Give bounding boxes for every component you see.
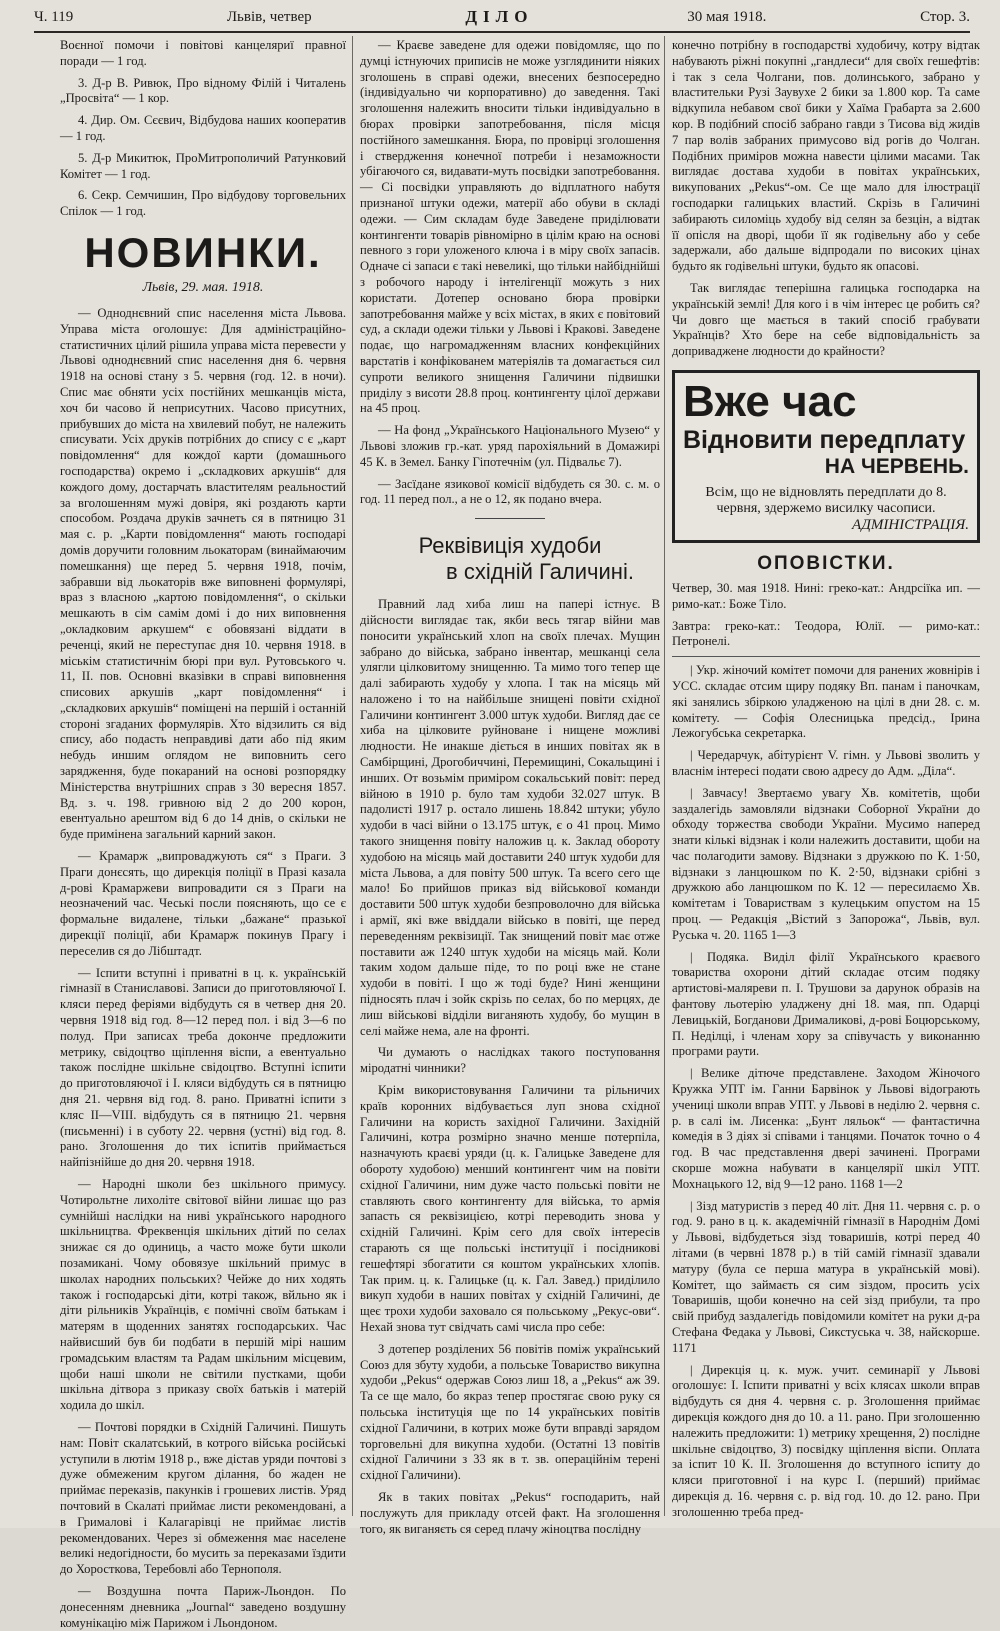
place-day: Львів, четвер bbox=[226, 8, 312, 25]
ad-line-4: Всім, що не відновлять передплати до 8. червня, здержемо висилку часописи. bbox=[705, 484, 947, 516]
news-item: — Почтові порядки в Східній Галичині. Пишуть нам: Повіт скалатський, в котрого війська російські уступили в лютім 1918 р., вже дістав уряди почтові з дуже обмеженим кругом ділання, бо жаден не приймає переказів, пакунків і грошевих листів. Уряд почтовий в Скалаті приймає листи рекомендовані, а в Грималові і Калагарівці не приймає листів рекомендованих. Через зі обмеження має населене великі недогідности, бо мусить за переказами їздити до Хоросткова, Теребовлі або Тернополя. bbox=[60, 1419, 346, 1577]
notice-item: | Дирекція ц. к. муж. учит. семинарії у Львові оголошує: І. Іспити приватні у всіх клясах школи вправ відбудуть ся дня 4. червня с. р. Зголошення приймає дирекція кождого дня до 10. а 11. рано. При зголошенню належить предложити: 1) метрику хрещення, 2) послідне шкільне свідоцтво, 3) посвідку щіплення віспи. Оплата за іспит 10 К. II. Зголошення до вступного іспиту до кляси приготовної і на курс І. (перший) приймає дирекція д. 16. червня с. р. від год. 10. до 12. рано. При зголошенню треба пред- bbox=[672, 1362, 980, 1519]
article-paragraph: Чи думають о наслідках такого поступовання міродатні чинники? bbox=[360, 1045, 660, 1076]
column-3 bbox=[672, 38, 980, 1518]
notice-item: | Чередарчук, абітурієнт V. гімн. у Львові зволить у власнім інтересі подати свою адресу до Адм. „Діла“. bbox=[672, 748, 980, 778]
news-item: — Краєве заведене для одежи повідомляє, що по думці істнуючих приписів не може узглядинити ніяких зголошень в справі одежи, внесених безпосередно (індивідуально чи корпоративно) до заведення. Такі зголошення належить вносити тільки індивідуально в бюрах провірки запотребовання, після місця постійного замешкання. Бюра, по провірці зголошення і ствердження конечної потреби і незаможности убігаючого ся, видавати-муть посвідки запотребовання. — Сі посвідки управляють до відплатного набутя признаної штуки одежи, матерії або обуви в складі одежи. — Сим складам буде Заведене приділювати контингенти товарів рівномірно в цілім краю на основі певного з гори уложеного ключа і в міру своїх запасів. Одначе сі запаси є такі невеликі, що тільки найбіднійші з робочого народу і інтелігенції можуть з них користати. Дотепер основано бюра провірки запотребовання майже у всіх містах, в яких є повітовий суд, а склади одежи тільки у Львові і Кракові. Заведене подає, що нагромадженням власних конфекційних варстатів і конфікованем матеріялів та домагається сил супроти великого знищення Галичини підвишки приділу з висоти 28.8 проц. контингенту цілої держави на 45 проц. bbox=[360, 38, 660, 416]
article-paragraph: Правний лад хиба лиш на папері істнує. В дійсности виглядає так, якби весь тягар війни мав поносити український хлоп на своїх плечах. Мущин забрано до війська, забрано інвентар, мешканці села улягли цілковитому знищенню. Та мимо того тепер ще далі забирають худобу у хлопа. І так на місяць мй наложено і то на найбільше знищені повіти східної Галичини контингент 3.000 штук худоби. Вигляд дає се хиба на цілковите руйноване і нищене можливі людности. Не инакше діється в инших повітах як в Самбірщині, Дрогобиччині, Перемищині, Сокальщині і инших. От возьмім приміром сокальський повіт: перед війною в 1910 р. було там худоби 32.027 штук. В падолисті 1917 р. остало лишень 18.842 штуки; убуло худоби в часі війни о 13.175 штук, є о 41 проц. Мимо такого знищення повіту наложив ц. к. Заклад обороту худобою на місяць май доставити 240 штук худоби для міста Львова, а для повіту 500 штук. Та всего сего ще мало! Бо прийшов приказ від військової команди доставити 500 штук худоби безпроволочно для війська і армії, які вже ввіддали військо в повіті, ще перед переведенням реквізиції. Так знищений повіт має отже поставити аж 1240 штук худоби на місяць май. Коли таким ходом дальше піде, то по році вже не стане худоби в повіті. І що ж тоді буде? Нині женщини підносять плач і зойк скрізь по селах, бо по мерцях, де лиш військові відділи виганяють худобу, бо мущин в селі майже нема, але на фронті. bbox=[360, 597, 660, 1038]
column-1 bbox=[60, 38, 346, 1630]
notice-item: Четвер, 30. мая 1918. Нині: греко-кат.: Андрсіїка ип. — римо-кат.: Боже Тіло. bbox=[672, 580, 980, 611]
headline-line-2: в східній Галичині. bbox=[446, 559, 634, 585]
issue-number: Ч. 119 bbox=[34, 8, 74, 25]
notice-item: | Укр. жіночий комітет помочи для ранених жовнірів і УСС. складає отсим щиру подяку Вп. панам і паночкам, які занялись збіркою уладженою на цілі в дни 28. с. м. комітету. — Софія Олесницька предсід., Ірина Лежогубська секретарка. bbox=[672, 663, 980, 741]
list-item: 3. Д-р В. Ривюк, Про відному Філій і Читалень „Просвіта“ — 1 кор. bbox=[60, 75, 346, 106]
divider bbox=[672, 656, 980, 657]
article-paragraph: конечно потрібну в господарстві худобичу, котру відтак набувають ріжні покупні „гандлеси“ для своїх гешефтів: і так з села Чолгани, пов. долинського, забрано у властительки Рузі Заувухе 2 бики за 1.800 кор. Та саме відкупила небавом свої бики у Хаїма Грабарта за 2.600 кор. В подібний спосіб забрано гавди з Тисова від жидів 7 пар волів забраних примусово від рогів до Чолган. Подібних приміров можна навести цілими масами. Так виглядає достава худоби в повітах українських, викупованих „Pekus“-ом. Се ще мало для ілюстрації господарки галицьких властий. Скрізь в Галичині забирають силоміць худобу від селян за безцін, а відтак її опісля на дворі, щоби її як годівельну або у себе задержали, або дальше відпродали по високих цінах будьто як годівельні штуки, будьто як опасові. bbox=[672, 38, 980, 274]
news-item: — Воздушна почта Париж-Льондон. По донесенням дневника „Journal“ заведено воздушну комунікацію між Парижом і Льондоном. bbox=[60, 1583, 346, 1630]
news-item: — Іспити вступні і приватні в ц. к. українській гімназії в Станиславові. Записи до приготовляючої І. кляси перед феріями відбудуть ся в четвер дня 20. червня 1918 від год. 8—12 перед пол. і від 3—6 по полуд. При записах треба доконче предложити метрику, свідоцтво щіплення віспи, а евентуально також послідне шкільне свідоцтво. Вступні іспити до приготовляючої і І. кляси відбудуть ся в пятницю дня 21. червня від год. 8. рано. Приватні іспити з кляс II—VIII. відбудуть ся в пятницю 21. червня (письменні) і в суботу 22. червня (устні) від год. 8. рано. Зголошення до тих іспитів приймається найпізнійше до дня 20. червня 1918. bbox=[60, 965, 346, 1170]
article-paragraph: Так виглядає теперішна галицька господарка на українській землі! Для кого і в чім інтерес це робить ся? Чи довго ще мається в такий спосіб грабувати Українців? Хто бере на себе відповідальність за доприваджене людности до крайности? bbox=[672, 280, 980, 359]
notice-item: | Велике дітюче представлене. Заходом Жіночого Кружка УПТ ім. Ганни Барвінок у Львові відограють учениці школи вправ УПТ. у Львові в неділю 2. червня с. р. в салі ім. Лисенка: „Бунт ляльок“ — фантастична комедія в 3 діях зі співами і танцями. Початок точно о 4 год. В час представлення двері зачинені. Програми скорше можна набувати в канцелярії шкіл УПТ. Мохнацького 12, від 9—12 рано. 1168 1—2 bbox=[672, 1066, 980, 1191]
page-header bbox=[34, 6, 970, 33]
notice-item: | Завчасу! Звертаємо увагу Хв. комітетів, щоби заздалегідь замовляли відзнаки Соборної України до обходу торжества свободи України. Мусимо наперед знати кількі відзнак і коли належить доставити, щоби на час полагодити замову. Відзнаки з дружкою по К. 1·50, відзнаки з ланцюшком по К. 2·50, відзнаки срібні з дружкою або ланцюшком по К. 12 — пересилаємо Хв. комітетам і Товариствам з кулецьким опустом на 15 проц. — Редакція „Вістий з Запорожа“, Львів, вул. Руська ч. 20. 1165 1—3 bbox=[672, 785, 980, 942]
section-subtitle: Львів, 29. мая. 1918. bbox=[142, 279, 264, 295]
article-paragraph: Як в таких повітах „Pekus“ господарить, най послужуть для прикладу отсей факт. На зголошення того, як виганяєть ся серед плачу жіноцтва послідну bbox=[360, 1489, 660, 1536]
article-paragraph: З дотепер розділених 56 повітів поміж український Союз для збуту худоби, а польське Товариство викупна худоби „Pekus“ одержав Союз лиш 18, а „Pekus“ аж 39. Та се ще мало, бо якраз тепер простягає свою руку ся польська інституція ще по 14 українських повітів східної Галичини, в котрих може бути вправді зарядом торговельні для викупна худоби. (Остатні 13 повітів східної Галичини з 33 як в т. зв. операційнім терені східної Галичини). bbox=[360, 1341, 660, 1483]
news-item: — На фонд „Українського Національного Музею“ у Львові зложив гр.-кат. уряд парохіяльний в Домажирі 45 К. в Земел. Банку Гіпотечнім (ул. Підвальє 7). bbox=[360, 423, 660, 469]
notice-item: | Подяка. Виділ філії Українського краєвого товариства охорони дітий складає отсим подяку артистові-малярeви п. І. Трушови за дарунок образів на фантову льотерію уладжену дні 18. мая, пп. Одарці Левицькій, Богданови Дрималикові, д-рові Боцюрському, П. Неділці, і членам хору за співучасть у виконанню програми раути. bbox=[672, 949, 980, 1059]
subscription-ad bbox=[672, 370, 980, 543]
news-item: — Крамарж „випроваджують ся“ з Праги. З Праги донєсять, що дирекція поліції в Празі казала д-рові Крамаржеви випровадити ся з Праги на неозначений час. Чеські посли поясняють, що се є формальне видалене, тільки „бажане“ празької дирекції поліції, аби Крамарж покинув Прагу і переселив ся до Лібштадт. bbox=[60, 849, 346, 958]
notice-item: Завтра: греко-кат.: Теодора, Юлії. — римо-кат.: Петронелі. bbox=[672, 618, 980, 649]
news-item: — Народні школи без шкільного примусу. Чотирольтне лихоліте світової війни лишає що раз сумнійші наслідки на ниві українського народного шкільництва. Фреквенція шкільних дітий по селах знижає ся до одиниць, а часто може бути школи позамикані. Чому обовязуе шкільний примус в школах народних польських? Чейже до них ходять також і господарські діти, котрі також, вйльно як і діти рільників Українців, є помічні своїм батькам і матерям в щоденних занятях господарських. Час найвисший був би подбати в першій мірі нашим громадським властям та Радам шкільним місцевим, щоби наші школи не світили пустками, щоби шкільна дітвора з приказу своїх батьків і матерій ходила до шкіл. bbox=[60, 1177, 346, 1413]
ad-line-3: НА ЧЕРВЕНЬ. bbox=[824, 454, 969, 478]
article-headline bbox=[360, 533, 660, 585]
section-title: НОВИНКИ. bbox=[84, 228, 322, 276]
notices-title: ОПОВІСТКИ. bbox=[757, 552, 895, 574]
ad-line-2: Відновити передплату bbox=[683, 425, 966, 454]
ad-line-1: Вже час bbox=[683, 376, 857, 426]
issue-date: 30 мая 1918. bbox=[687, 8, 767, 25]
page-number: Стор. 3. bbox=[920, 8, 970, 25]
ad-line-5: АДМІНІСТРАЦІЯ. bbox=[851, 516, 969, 533]
news-item: — Одноднєвний спис населення міста Львова. Управа міста оголошує: Для адміністраційно-статистичних цілий рішила управа міста перевести у Львові одноднєвний спис населення дня 6. червня 1918 на основі стану з 5. червня (год. 12. в ночи). Спис має обняти усіх постійних мешканців міста, хоч би часово й неприсутних. Часово присутних, прибувших до міста на хвилевий побут, не належить списувати. Усіх друків потрібних до спису с є „карт повідомлення“ для кождої карти (домашнього господарства) окремо і „складкових аркушів“ для кождого дому, достарчать властителям реальностий за вголошенням мужі довіря, які роздають карти способом. Роздача друків зачнеть ся в пятницю 31 мая с. р. „Карти повідомлення“ мають господарі домів доручити головним льокаторам (винаймаючим помешкання) ще перед 5. червня 1918, почім, забравши від льокаторів вже виповнені формулярі, враз з власною „картою повідомлення“, о скільки мешкають в сім самім домі і до них виповнення „окладковим аркушем“ є обовязані віддати в реченці, який не переступає дня 10. червня 1918. в міськім статистичнім бюрі при вул. Рутовського ч. 11, II. пов. Основні вказівки в справі виповнення списових аркушів „карт повідомлення“ і „складкових аркушів“ поміщені на першій і останній стороні згаданих формулярів. Хто відзилить ся від спису, або подасть неправдиві дати або під яким небудь иншим оглядом не виповнить сего зарядження, буде покараний на основі розпорядку Міністерства внутрішних справ з 30 вересня 1857. Вд. з. ч. 198. гривною від 2 до 200 корон, евентуально арештом від 6 до 14 днів, о скільки не буде примінена загальний карний закон. bbox=[60, 305, 346, 842]
list-item: 6. Секр. Семчишин, Про відбудову торговельних Спілок — 1 год. bbox=[60, 188, 346, 219]
column-2 bbox=[360, 38, 660, 1536]
divider bbox=[475, 518, 545, 519]
article-paragraph: Крім використовування Галичини та рільничих країв коронних відбувається луп знова східної Галичини на користь західної Галичини. Західній Галичині, котра розмірно значно менше потерпіла, назначують краєві уряди (ц. к. Галицьке Заведене для обороту худобою) менший контингент чим на повіти східної Галичини, ним дуже часто польські повіти не ставляють свого контингенту для війська, то армія запасть ся реквізицією, котрі переводить знова у східній Галичині. Крім сего для своїх інтересів старають ся ще польські інституції і посідникові гешефтярі збогатити ся коштом українських хлопів. Так прим. ц. к. Галицьке (ц. к. Гал. Завед.) приділило викуп худоби в наших повітах у східній Галичині, де щеє трохи худоби заховало ся польському „Рекус-ови“. Нехай знова тут свідчать самі числа про себе: bbox=[360, 1083, 660, 1334]
news-item: — Засїдане язикової комісії відбудеть ся 30. с. м. о год. 11 перед пол., а не о 12, як подано вчера. bbox=[360, 476, 660, 507]
list-item: Воєнної помочи і повітові канцеляриї правної поради — 1 год. bbox=[60, 38, 346, 68]
notice-item: | Зізд матуристів з перед 40 літ. Дня 11. червня с. р. о год. 9. рано в ц. к. академічній гімназії в Народнім Домі у Львові, відбудеться зізд товаришів, котрі перед 40 літами (в червні 1878 р.) в тій самій гімназії здавали матуру (була се перша матура в українській мові). Комітет, що займаєть ся сим зіздом, просить усіх Товаришів, щоби конечно на сей зізд прибули, та про свій прибуд заздалегідь повідомили комітет на руки д-ра Стефана Федака у Львові, Сикстуська ч. 38, найскорше. 1171 bbox=[672, 1198, 980, 1355]
headline-line-1: Реквівиція худоби bbox=[418, 533, 602, 559]
paper-title: ДІЛО bbox=[465, 7, 534, 26]
list-item: 5. Д-р Микитюк, ПроМитрополичий Ратунковий Комітет — 1 год. bbox=[60, 150, 346, 181]
list-item: 4. Дир. Ом. Сєєвич, Відбудова наших кооператив — 1 год. bbox=[60, 113, 346, 143]
